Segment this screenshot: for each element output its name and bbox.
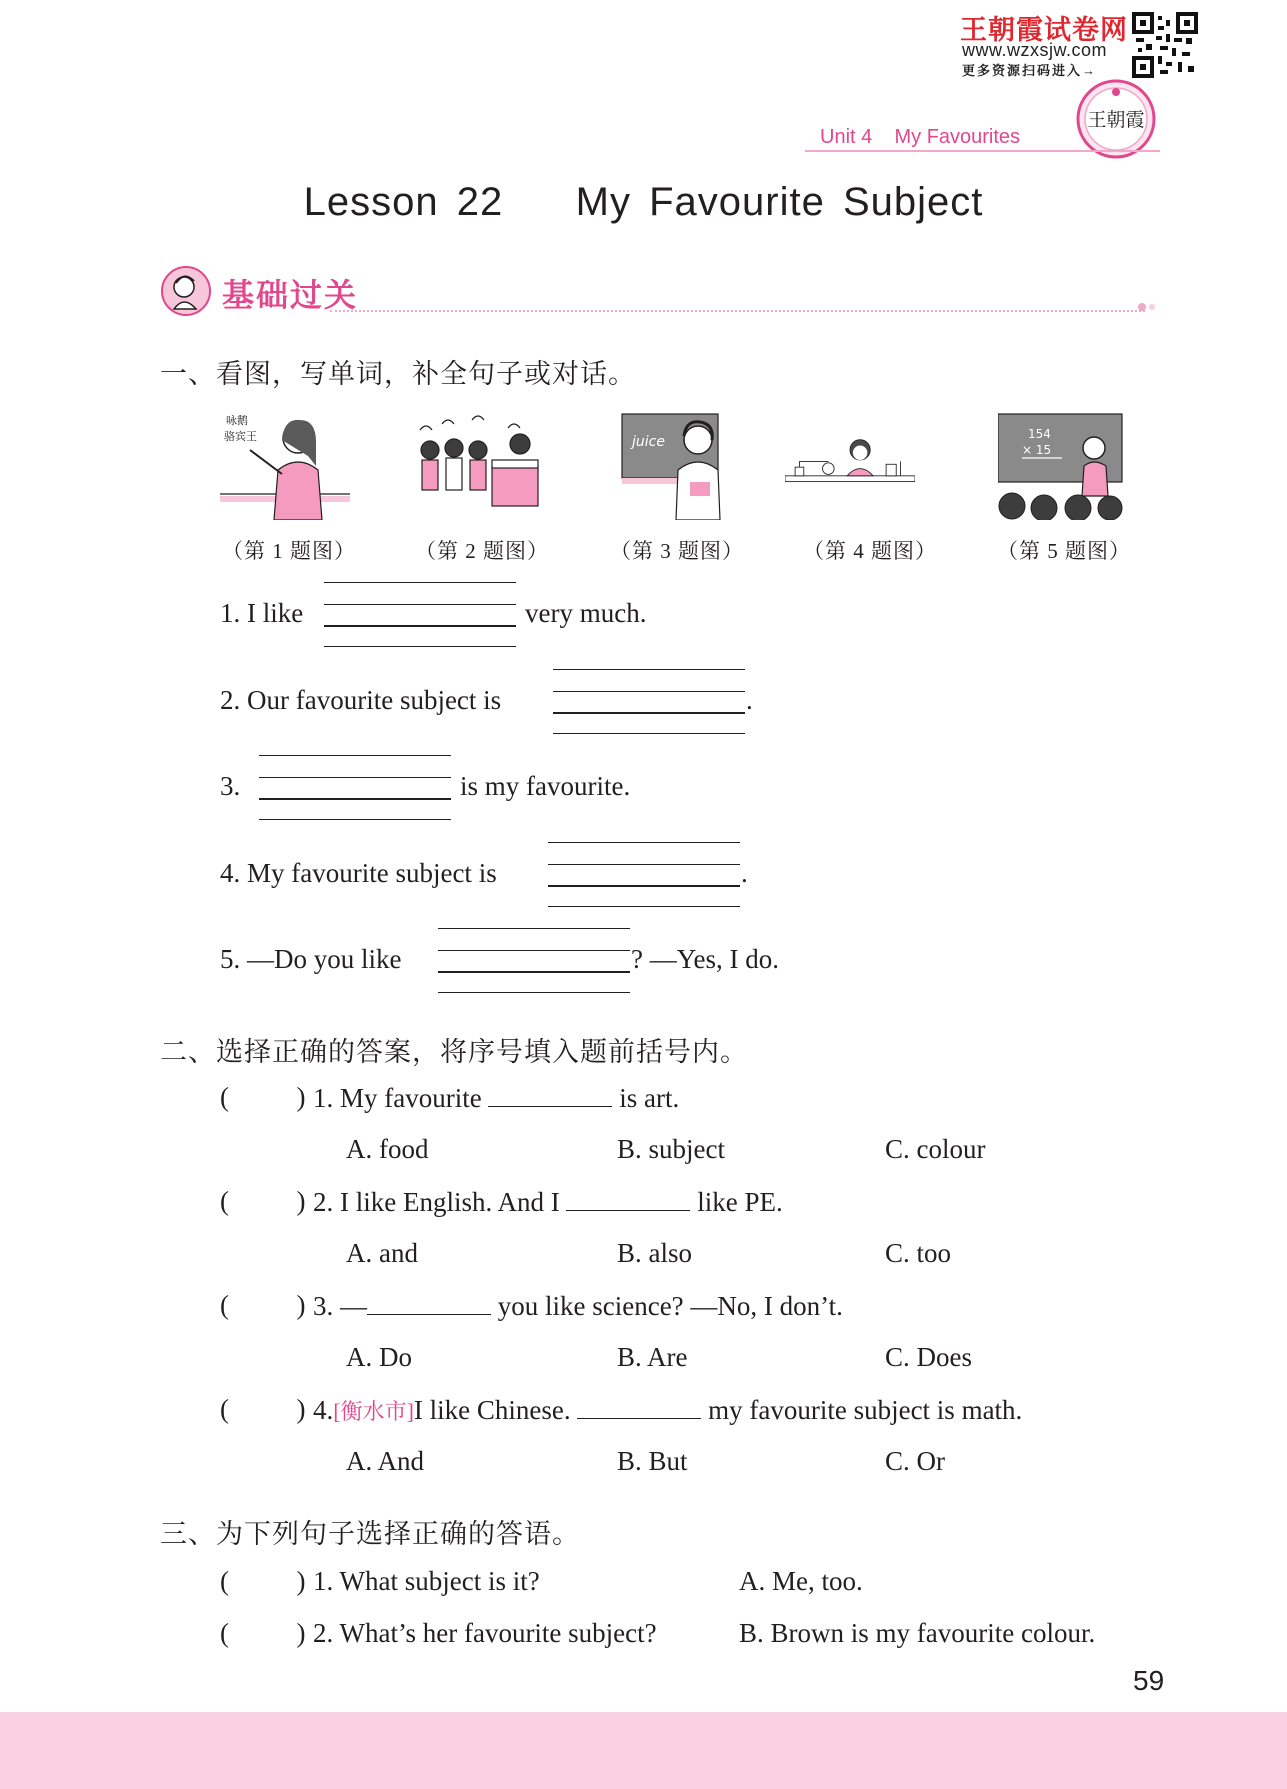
q3-answer-blank[interactable]	[259, 798, 451, 800]
unit-label: Unit 4 My Favourites	[820, 126, 1021, 148]
q3-after: is my favourite.	[460, 771, 631, 801]
p2-q4-text: 4.	[313, 1395, 334, 1425]
q5-guide-line	[438, 928, 630, 929]
section-divider	[330, 310, 1145, 312]
caption-4: （第 4 题图）	[803, 539, 937, 563]
answer-paren-3-1[interactable]: ( )	[220, 1566, 306, 1596]
page-number: 59	[1133, 1665, 1165, 1696]
option-c[interactable]: C. too	[885, 1238, 952, 1268]
q5-guide-line	[438, 992, 630, 993]
p2-q2-text: 2. I like English. And I	[313, 1187, 560, 1217]
brand-url[interactable]: www.wzxsjw.com	[962, 40, 1108, 60]
q3-guide-line	[259, 819, 451, 820]
q4-answer-blank[interactable]	[548, 885, 740, 887]
option-b[interactable]: B. subject	[617, 1134, 725, 1164]
q2-before: 2. Our favourite subject is	[220, 685, 502, 715]
p3-q2-text: 2. What’s her favourite subject?	[313, 1618, 657, 1648]
q1-answer-blank[interactable]	[324, 625, 516, 627]
qr-code-icon[interactable]	[1132, 12, 1198, 78]
answer-paren-2-1[interactable]: ( )	[220, 1082, 306, 1112]
picture-3-english-lesson	[620, 410, 750, 520]
q3-before: 3.	[220, 771, 241, 801]
brand-title: 王朝霞试卷网	[960, 15, 1128, 45]
p2-q3-text: 3. —	[313, 1291, 367, 1321]
option-b[interactable]: B. also	[617, 1238, 693, 1268]
q2-answer-blank[interactable]	[553, 712, 745, 714]
p2-q1-stem	[313, 1082, 679, 1114]
answer-paren-2-2[interactable]: ( )	[220, 1186, 306, 1216]
dots-ornament-icon	[1137, 300, 1157, 314]
p2-q4-stem	[313, 1394, 1022, 1426]
svg-text:juice: juice	[632, 434, 665, 450]
q1-guide-line	[324, 582, 516, 583]
p3-answer-a[interactable]: A. Me, too.	[739, 1566, 863, 1596]
option-c[interactable]: C. Does	[885, 1342, 972, 1372]
part3-heading: 三、为下列句子选择正确的答语。	[160, 1519, 580, 1549]
picture-1-chinese-lesson	[220, 410, 350, 520]
caption-1: （第 1 题图）	[222, 539, 356, 563]
seal-text: 王朝霞	[1087, 109, 1145, 131]
p2-q4-blank[interactable]	[577, 1394, 701, 1419]
option-a[interactable]: A. Do	[346, 1342, 412, 1372]
q2-guide-line	[553, 669, 745, 670]
q2-guide-line	[553, 733, 745, 734]
q3-guide-line	[259, 777, 451, 778]
p2-q1-blank[interactable]	[488, 1082, 612, 1107]
section-badge-icon	[160, 265, 212, 317]
lesson-title: Lesson 22 My Favourite Subject	[303, 180, 984, 224]
svg-text:154: 154	[1028, 427, 1051, 441]
answer-paren-2-3[interactable]: ( )	[220, 1290, 306, 1320]
option-b[interactable]: B. Are	[617, 1342, 688, 1372]
svg-text:咏鹅: 咏鹅	[226, 414, 248, 427]
section-title: 基础过关	[222, 277, 359, 313]
picture-5-math-class	[998, 410, 1128, 520]
q2-after: .	[746, 685, 753, 715]
p2-q3-after: you like science? —No, I don’t.	[497, 1291, 843, 1321]
q5-answer-blank[interactable]	[438, 971, 630, 973]
p3-q1-text: 1. What subject is it?	[313, 1566, 540, 1596]
q5-before: 5. —Do you like	[220, 944, 402, 974]
p2-q4-after: my favourite subject is math.	[708, 1395, 1023, 1425]
option-b[interactable]: B. But	[617, 1446, 688, 1476]
option-c[interactable]: C. colour	[885, 1134, 986, 1164]
q4-before: 4. My favourite subject is	[220, 858, 497, 888]
caption-3: （第 3 题图）	[610, 539, 744, 563]
q2-guide-line	[553, 691, 745, 692]
q1-guide-line	[324, 646, 516, 647]
q5-after: ? —Yes, I do.	[631, 944, 780, 974]
svg-text:骆宾王: 骆宾王	[224, 430, 257, 443]
footer-band	[0, 1712, 1287, 1789]
p2-q3-blank[interactable]	[367, 1290, 491, 1315]
q4-guide-line	[548, 842, 740, 843]
p2-q1-text: 1. My favourite	[313, 1083, 482, 1113]
answer-paren-2-4[interactable]: ( )	[220, 1394, 306, 1424]
q4-guide-line	[548, 906, 740, 907]
part2-heading: 二、选择正确的答案，将序号填入题前括号内。	[160, 1037, 748, 1067]
option-a[interactable]: A. food	[346, 1134, 429, 1164]
option-a[interactable]: A. and	[346, 1238, 418, 1268]
p2-q3-stem	[313, 1290, 843, 1322]
p2-q2-blank[interactable]	[566, 1186, 690, 1211]
part1-heading: 一、看图，写单词，补全句子或对话。	[160, 359, 636, 389]
source-tag: [衡水市]	[333, 1399, 414, 1424]
p2-q4-mid: I like Chinese.	[413, 1395, 571, 1425]
caption-2: （第 2 题图）	[415, 539, 549, 563]
svg-text:× 15: × 15	[1022, 443, 1052, 457]
caption-5: （第 5 题图）	[997, 539, 1131, 563]
q3-guide-line	[259, 755, 451, 756]
brand-tagline: 更多资源扫码进入→	[962, 63, 1098, 78]
p3-answer-b[interactable]: B. Brown is my favourite colour.	[739, 1618, 1096, 1648]
picture-2-music-class	[412, 410, 542, 520]
picture-4-science-lab	[785, 410, 915, 520]
q5-guide-line	[438, 950, 630, 951]
q1-before: 1. I like	[220, 598, 304, 628]
p2-q2-stem	[313, 1186, 783, 1218]
q1-guide-line	[324, 604, 516, 605]
p2-q2-after: like PE.	[697, 1187, 783, 1217]
answer-paren-3-2[interactable]: ( )	[220, 1618, 306, 1648]
option-c[interactable]: C. Or	[885, 1446, 945, 1476]
option-a[interactable]: A. And	[346, 1446, 425, 1476]
q1-after: very much.	[525, 598, 647, 628]
q4-after: .	[741, 858, 748, 888]
brand-seal-logo	[1075, 78, 1157, 160]
p2-q1-after: is art.	[619, 1083, 680, 1113]
q4-guide-line	[548, 864, 740, 865]
unit-underline	[805, 150, 1160, 152]
